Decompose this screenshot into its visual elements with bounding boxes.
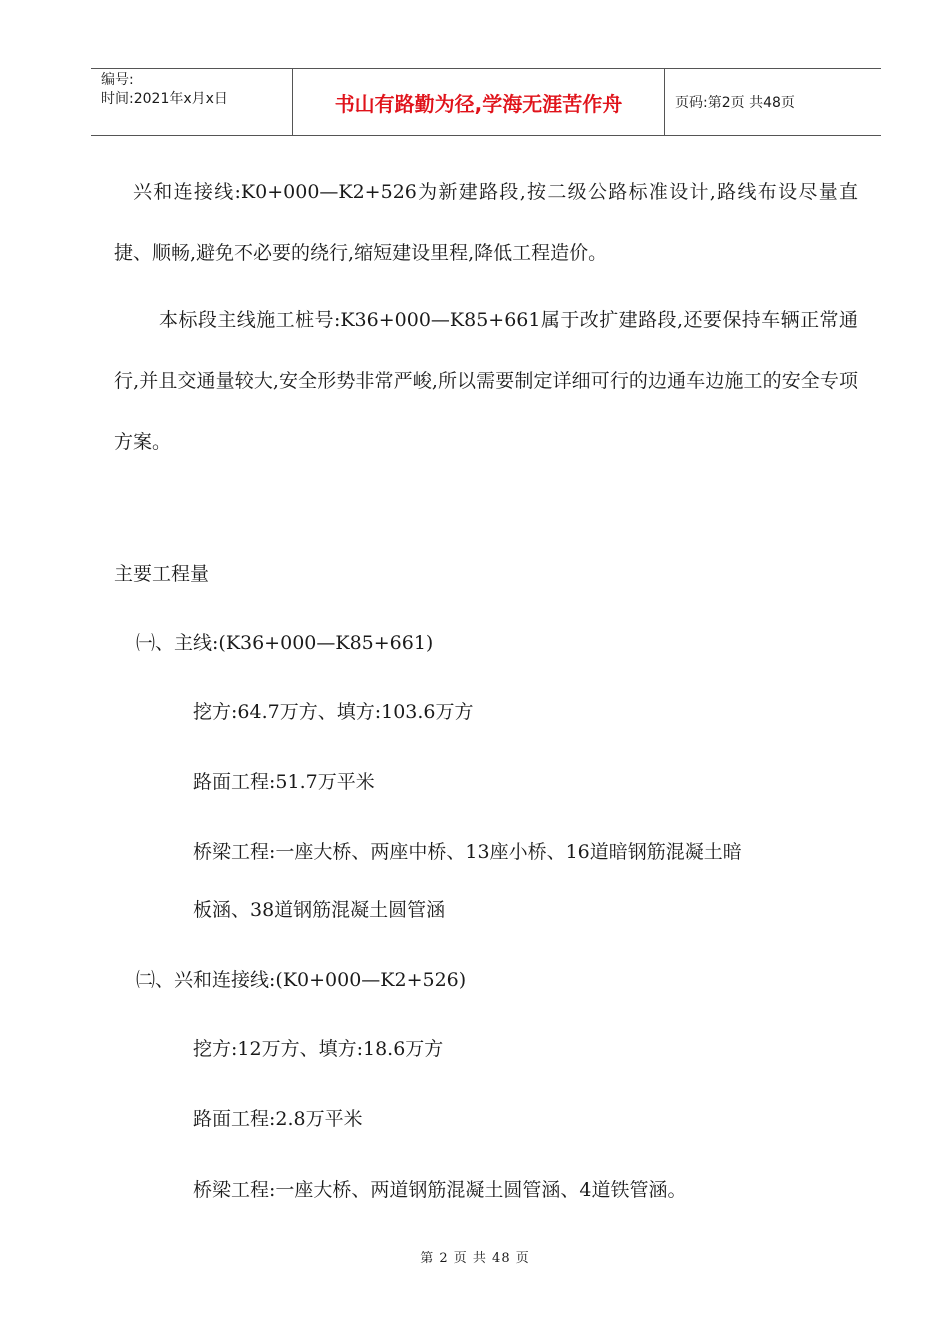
page-header [91, 68, 881, 136]
document-number-label: 编号: [101, 72, 134, 88]
header-motto: 书山有路勤为径,学海无涯苦作舟 [293, 69, 665, 135]
paragraph-connection-line: 兴和连接线:K0+000—K2+526为新建路段,按二级公路标准设计,路线布设尽量直捷、顺畅,避免不必要的绕行,缩短建设里程,降低工程造价。 [114, 181, 858, 264]
header-page-info: 页码:第2页 共48页 [675, 95, 795, 111]
header-meta [91, 69, 293, 135]
paragraph-main-line: 本标段主线施工桩号:K36+000—K85+661属于改扩建路段,还要保持车辆正常通行,并且交通量较大,安全形势非常严峻,所以需要制定详细可行的边通车边施工的安全专项方案。 [114, 309, 858, 453]
main-line-pavement: 路面工程:51.7万平米 [193, 771, 375, 793]
connection-line-bridge: 桥梁工程:一座大桥、两道钢筋混凝土圆管涵、4道铁管涵。 [193, 1179, 687, 1201]
main-line-earthwork: 挖方:64.7万方、填方:103.6万方 [193, 701, 474, 723]
connection-line-pavement: 路面工程:2.8万平米 [193, 1108, 363, 1130]
subsection-main-line-title: ㈠、主线:(K36+000—K85+661) [136, 632, 434, 654]
page-footer: 第 2 页 共 48 页 [420, 1251, 530, 1266]
connection-line-earthwork: 挖方:12万方、填方:18.6万方 [193, 1038, 444, 1060]
section-title: 主要工程量 [114, 563, 210, 585]
main-line-bridge-line-1: 桥梁工程:一座大桥、两座中桥、13座小桥、16道暗钢筋混凝土暗 [193, 841, 742, 863]
main-line-bridge-line-2: 板涵、38道钢筋混凝土圆管涵 [193, 899, 446, 921]
subsection-connection-line-title: ㈡、兴和连接线:(K0+000—K2+526) [136, 969, 467, 991]
document-time-label: 时间:2021年x月x日 [101, 91, 228, 107]
